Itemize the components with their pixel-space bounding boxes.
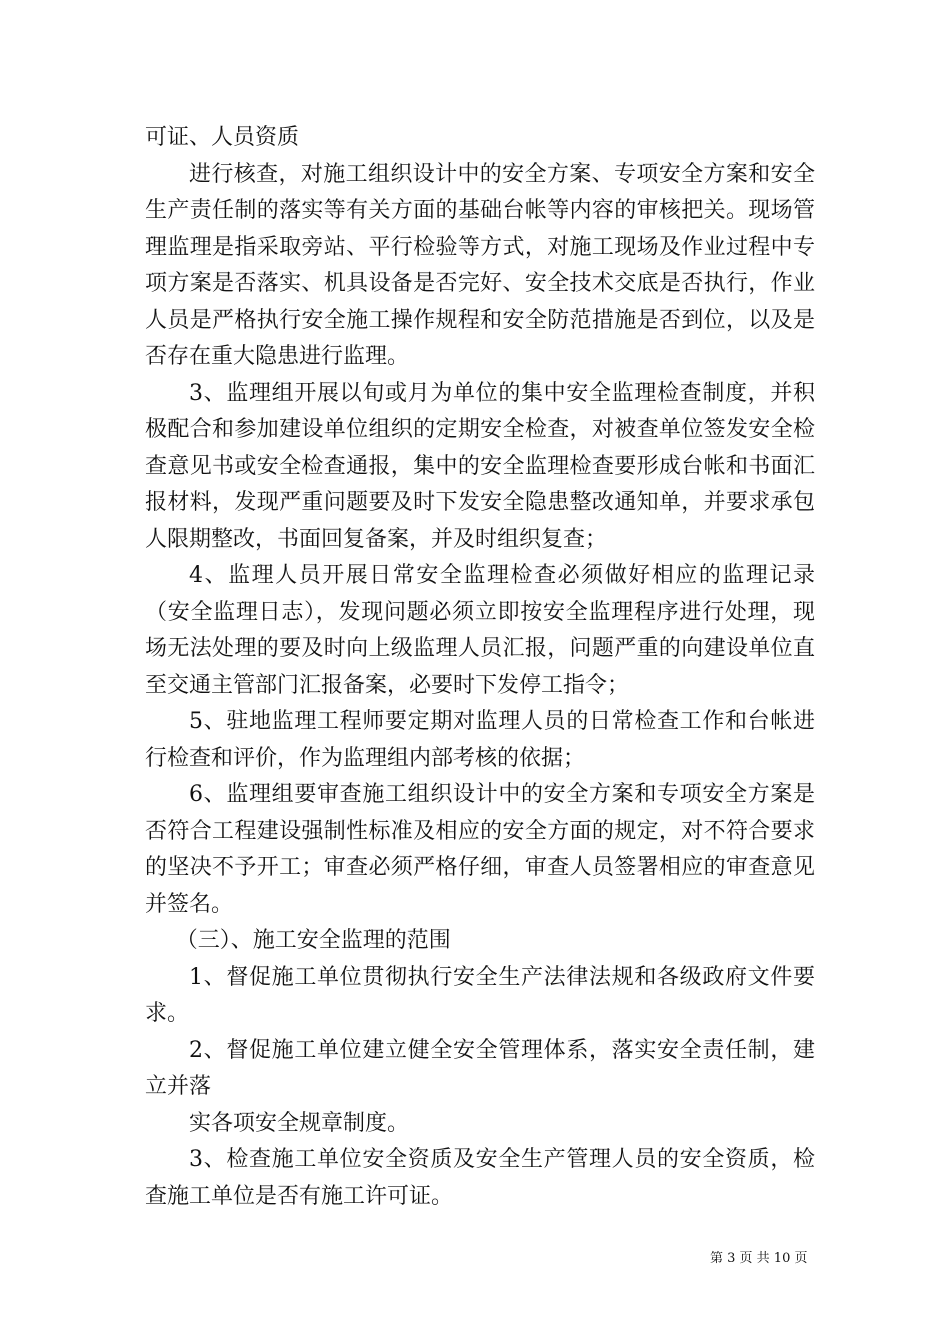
page-number: 第 3 页 共 10 页 (710, 1251, 808, 1266)
paragraph-7: 1、督促施工单位贯彻执行安全生产法律法规和各级政府文件要求。 (145, 964, 815, 1026)
paragraph-9: 实各项安全规章制度。 (189, 1110, 410, 1136)
paragraph-1: 可证、人员资质 (145, 125, 300, 150)
document-body (145, 120, 815, 1215)
paragraph-6: 6、监理组要审查施工组织设计中的安全方案和专项安全方案是否符合工程建设强制性标准及相应的安全方面的规定，对不符合要求的坚决不予开工；审查必须严格仔细，审查人员签署相应的审查意见并签名。 (145, 782, 815, 917)
paragraph-2: 进行核查，对施工组织设计中的安全方案、专项安全方案和安全生产责任制的落实等有关方面的基础台帐等内容的审核把关。现场管理监理是指采取旁站、平行检验等方式，对施工现场及作业过程中专项方案是否落实、机具设备是否完好、安全技术交底是否执行，作业人员是严格执行安全施工操作规程和安全防范措施是否到位，以及是否存在重大隐患进行监理。 (145, 161, 815, 369)
paragraph-10: 3、检查施工单位安全资质及安全生产管理人员的安全资质，检查施工单位是否有施工许可证。 (145, 1147, 815, 1209)
section-heading: （三）、施工安全监理的范围 (175, 928, 451, 953)
paragraph-5: 5、驻地监理工程师要定期对监理人员的日常检查工作和台帐进行检查和评价，作为监理组内部考核的依据； (145, 709, 815, 771)
paragraph-3: 3、监理组开展以旬或月为单位的集中安全监理检查制度，并积极配合和参加建设单位组织的定期安全检查，对被查单位签发安全检查意见书或安全检查通报，集中的安全监理检查要形成台帐和书面汇报材料，发现严重问题要及时下发安全隐患整改通知单，并要求承包人限期整改，书面回复备案，并及时组织复查； (145, 380, 815, 552)
paragraph-8: 2、督促施工单位建立健全安全管理体系，落实安全责任制，建立并落 (145, 1037, 815, 1099)
paragraph-4: 4、监理人员开展日常安全监理检查必须做好相应的监理记录（安全监理日志），发现问题必须立即按安全监理程序进行处理，现场无法处理的要及时向上级监理人员汇报，问题严重的向建设单位直至交通主管部门汇报备案，必要时下发停工指令； (145, 563, 815, 698)
